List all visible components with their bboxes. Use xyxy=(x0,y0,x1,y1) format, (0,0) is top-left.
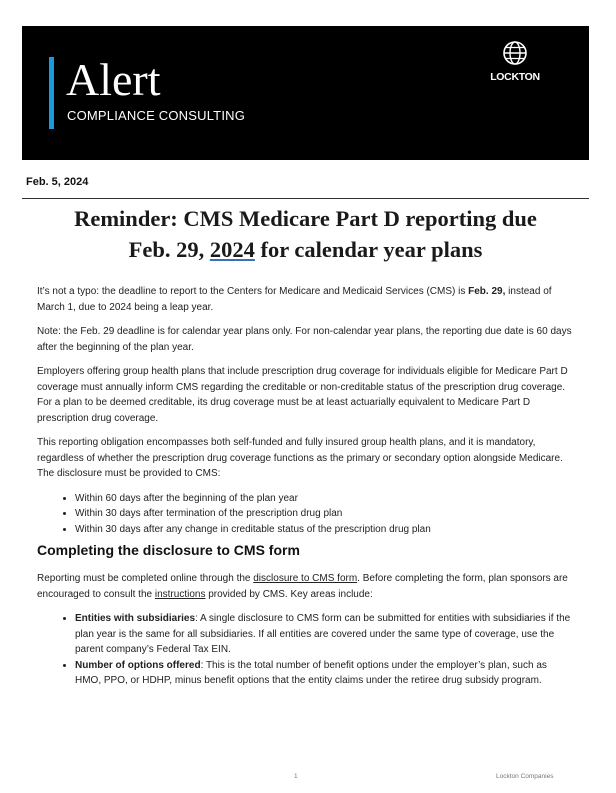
section-heading: Completing the disclosure to CMS form xyxy=(37,542,300,558)
instructions-link[interactable]: instructions xyxy=(154,588,206,600)
divider xyxy=(22,198,589,199)
footer-company: Lockton Companies xyxy=(496,773,554,780)
list-item: • Within 30 days after termination of the prescription drug plan xyxy=(75,506,575,522)
lockton-logo xyxy=(477,40,553,83)
key-item-label: Number of options offered xyxy=(75,659,201,671)
reporting-text-c: provided by CMS. Key areas include: xyxy=(205,588,373,600)
paragraph-note: Note: the Feb. 29 deadline is for calendar year plans only. For non-calendar year plans, the reporting due date is 60 days after the beginning of the plan year. xyxy=(37,326,572,353)
list-item: • Within 60 days after the beginning of the plan year xyxy=(75,491,575,507)
deadline-list xyxy=(37,491,575,538)
page-number: 1 xyxy=(294,773,298,780)
banner-title: Alert xyxy=(66,54,161,105)
intro-text-a: It’s not a typo: the deadline to report to the Centers for Medicare and Medicaid Services (CMS) is xyxy=(37,286,469,297)
title-line-2-end: for calendar year plans xyxy=(254,237,483,262)
key-item-text: : This is the total number of benefit options under the employer’s plan, such as HMO, PPO, or HDHP, minus benefit options that the entity claims under the retiree drug subsidy program. xyxy=(75,659,547,686)
key-areas-list xyxy=(37,611,575,689)
paragraph-reporting xyxy=(37,571,575,602)
title-line-1: Reminder: CMS Medicare Part D reporting due xyxy=(74,206,537,231)
accent-bar xyxy=(49,57,54,129)
list-item xyxy=(75,611,575,658)
list-item: • Within 30 days after any change in creditable status of the prescription drug plan xyxy=(75,522,575,538)
page-title xyxy=(22,203,589,265)
article-body xyxy=(37,284,575,693)
banner-subtitle: COMPLIANCE CONSULTING xyxy=(67,108,246,123)
key-item-text: : A single disclosure to CMS form can be submitted for entities with subsidiaries if the plan year is the same for all subsidiaries. If all entities are covered under the same type of coverage, use the parent company’s Federal Tax EIN. xyxy=(75,613,571,655)
title-year: 2024 xyxy=(209,237,255,262)
logo-text: LOCKTON xyxy=(490,71,540,83)
globe-icon xyxy=(502,40,528,66)
title-line-2-start: Feb. 29, xyxy=(128,237,210,262)
key-item-label: Entities with subsidiaries xyxy=(75,613,196,624)
list-item xyxy=(75,658,575,689)
paragraph-intro xyxy=(37,284,575,315)
paragraph-employers: Employers offering group health plans that include prescription drug coverage for individuals eligible for Medicare Part D coverage must annually inform CMS regarding the creditable or non-creditable status of the prescription drug coverage. For a plan to be deemed creditable, its drug coverage must be at least actuarially equivalent to Medicare Part D prescription drug coverage. xyxy=(37,366,568,424)
reporting-text-b: . Before completing the form, plan sponsors are encouraged to consult the xyxy=(37,573,568,600)
disclosure-form-link[interactable]: disclosure to CMS form xyxy=(253,573,358,584)
publication-date: Feb. 5, 2024 xyxy=(26,176,89,188)
intro-deadline: Feb. 29, xyxy=(468,286,506,297)
intro-text-b: instead of March 1, due to 2024 being a leap year. xyxy=(37,286,552,313)
alert-banner xyxy=(22,26,589,160)
reporting-text-a: Reporting must be completed online through the xyxy=(37,573,254,584)
paragraph-obligation: This reporting obligation encompasses both self-funded and fully insured group health plans, and it is mandatory, regardless of whether the prescription drug coverage functions as the primary or secondary option alongside Medicare. The disclosure must be provided to CMS: xyxy=(37,437,563,479)
